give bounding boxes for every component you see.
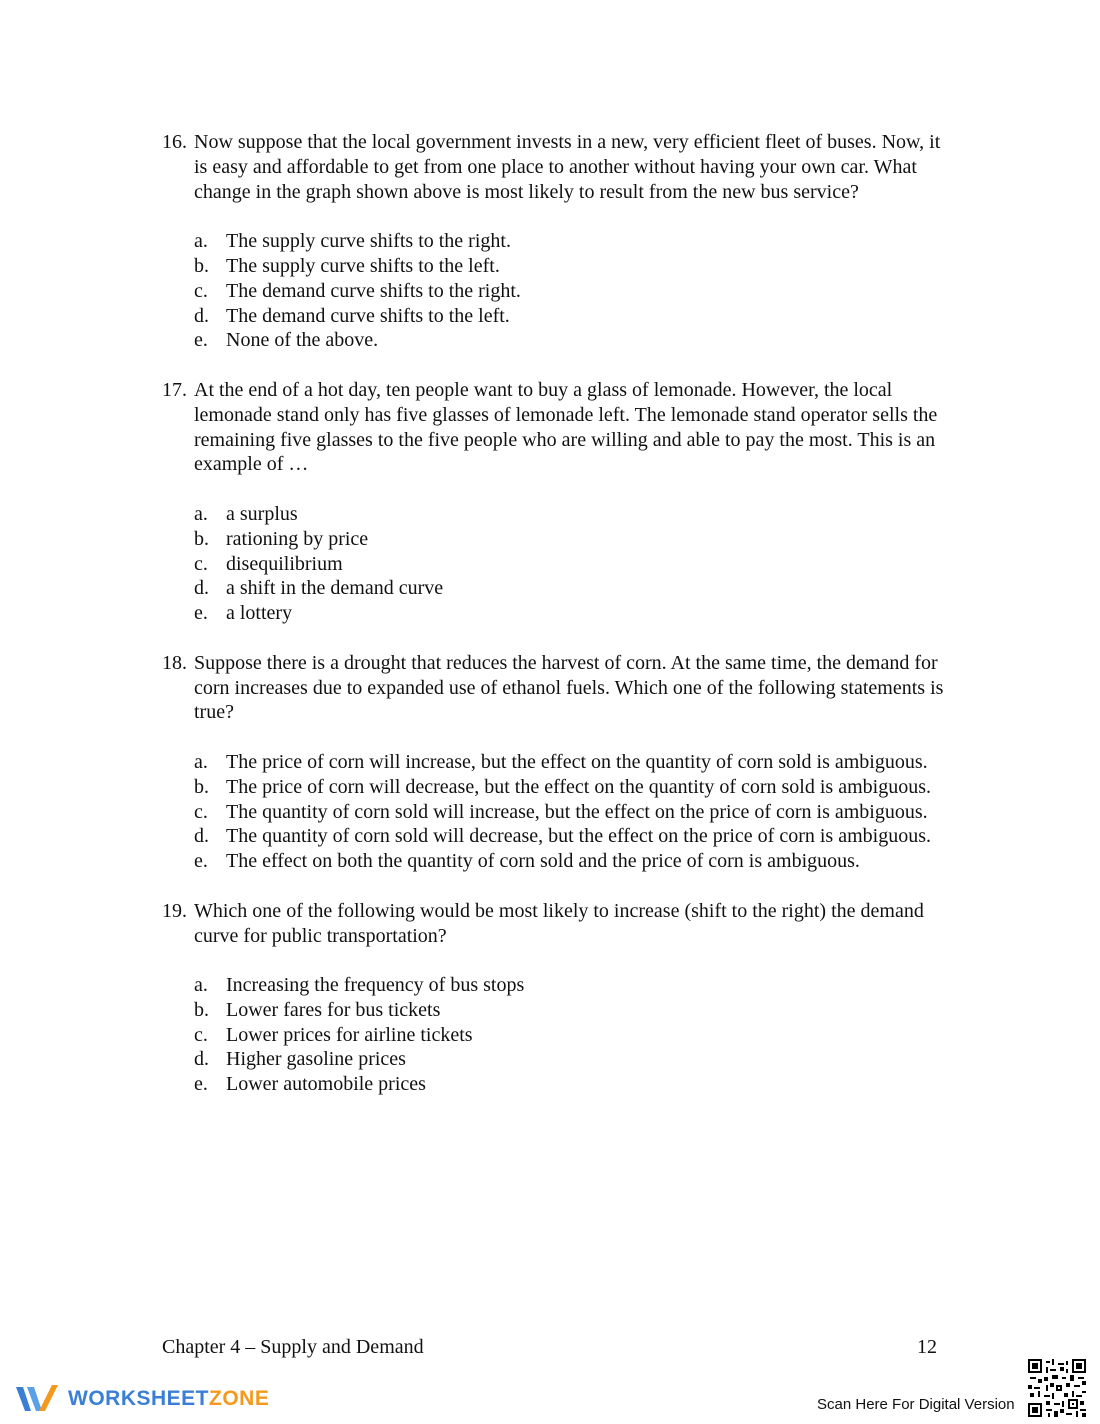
option-text: a lottery (226, 602, 293, 625)
option-letter: a. (194, 230, 208, 253)
option-letter: d. (194, 577, 209, 600)
option-letter: a. (194, 974, 208, 997)
answer-option[interactable] (194, 775, 952, 800)
option-letter: d. (194, 304, 209, 327)
option-text: The effect on both the quantity of corn sold and the price of corn is ambiguous. (226, 850, 860, 873)
question-16 (162, 130, 952, 353)
answer-option[interactable] (194, 750, 952, 775)
question-number: 18. (162, 651, 187, 674)
option-text: The quantity of corn sold will decrease, but the effect on the price of corn is ambiguous. (226, 825, 931, 848)
option-text: Increasing the frequency of bus stops (226, 974, 525, 997)
answer-option[interactable] (194, 601, 952, 626)
option-text: None of the above. (226, 329, 379, 352)
option-text: The price of corn will decrease, but the effect on the quantity of corn sold is ambiguous. (226, 775, 931, 798)
option-letter: b. (194, 254, 209, 277)
option-text: Higher gasoline prices (226, 1048, 406, 1071)
option-letter: d. (194, 1048, 209, 1071)
brand-name (68, 1387, 269, 1411)
answer-option[interactable] (194, 328, 952, 353)
option-text: The demand curve shifts to the right. (226, 279, 521, 302)
option-letter: c. (194, 279, 208, 302)
option-letter: e. (194, 850, 208, 873)
question-19 (162, 899, 952, 1097)
answer-option[interactable] (194, 254, 952, 279)
option-text: Lower automobile prices (226, 1073, 426, 1096)
question-18 (162, 651, 952, 874)
answer-option[interactable] (194, 279, 952, 304)
brand-name-part2: ZONE (209, 1387, 270, 1410)
answer-option[interactable] (194, 576, 952, 601)
question-stem: Suppose there is a drought that reduces the harvest of corn. At the same time, the demand for corn increases due to expanded use of ethanol fuels. Which one of the following statements is true? (194, 651, 944, 724)
option-letter: e. (194, 329, 208, 352)
brand-name-part1: WORKSHEET (68, 1387, 209, 1410)
scan-instruction: Scan Here For Digital Version (817, 1396, 1015, 1413)
question-17 (162, 378, 952, 626)
answer-option[interactable] (194, 552, 952, 577)
answer-option[interactable] (194, 1072, 952, 1097)
option-text: The price of corn will increase, but the effect on the quantity of corn sold is ambiguous. (226, 750, 928, 773)
option-letter: e. (194, 1073, 208, 1096)
question-stem: At the end of a hot day, ten people want to buy a glass of lemonade. However, the local lemonade stand only has five glasses of lemonade left. The lemonade stand operator sells the remaining five glasses to the five people who are willing and able to pay the most. This is an example of … (194, 378, 938, 476)
worksheet-content (162, 130, 952, 1122)
question-stem: Which one of the following would be most likely to increase (shift to the right) the demand curve for public transportation? (194, 899, 924, 947)
option-text: The supply curve shifts to the left. (226, 254, 500, 277)
option-letter: b. (194, 527, 209, 550)
option-letter: b. (194, 775, 209, 798)
option-text: Lower fares for bus tickets (226, 998, 441, 1021)
qr-code-icon[interactable] (1028, 1359, 1086, 1417)
option-text: The quantity of corn sold will increase, but the effect on the price of corn is ambiguous. (226, 800, 928, 823)
option-text: a shift in the demand curve (226, 577, 444, 600)
answer-option[interactable] (194, 1023, 952, 1048)
answer-option[interactable] (194, 1047, 952, 1072)
option-letter: c. (194, 552, 208, 575)
option-text: a surplus (226, 502, 298, 525)
answer-option[interactable] (194, 800, 952, 825)
answer-option[interactable] (194, 849, 952, 874)
answer-option[interactable] (194, 502, 952, 527)
option-letter: a. (194, 750, 208, 773)
option-letter: c. (194, 1023, 208, 1046)
footer-chapter-title: Chapter 4 – Supply and Demand (162, 1336, 424, 1358)
option-text: disequilibrium (226, 552, 343, 575)
answer-option[interactable] (194, 824, 952, 849)
answer-option[interactable] (194, 229, 952, 254)
question-number: 17. (162, 378, 187, 401)
option-letter: e. (194, 602, 208, 625)
question-stem: Now suppose that the local government invests in a new, very efficient fleet of buses. Now, it is easy and affordable to get from one place to another without having your own car. What change in the graph shown above is most likely to result from the new bus service? (194, 131, 941, 203)
question-number: 19. (162, 899, 187, 922)
page-number: 12 (917, 1336, 937, 1358)
worksheetzone-w-icon (14, 1383, 60, 1415)
option-text: rationing by price (226, 527, 369, 550)
option-letter: a. (194, 502, 208, 525)
worksheetzone-logo[interactable] (14, 1383, 269, 1415)
option-letter: d. (194, 825, 209, 848)
answer-option[interactable] (194, 998, 952, 1023)
answer-option[interactable] (194, 973, 952, 998)
option-text: Lower prices for airline tickets (226, 1023, 473, 1046)
option-letter: b. (194, 998, 209, 1021)
question-number: 16. (162, 131, 187, 153)
option-letter: c. (194, 800, 208, 823)
answer-option[interactable] (194, 304, 952, 329)
option-text: The demand curve shifts to the left. (226, 304, 510, 327)
answer-option[interactable] (194, 527, 952, 552)
option-text: The supply curve shifts to the right. (226, 230, 511, 253)
